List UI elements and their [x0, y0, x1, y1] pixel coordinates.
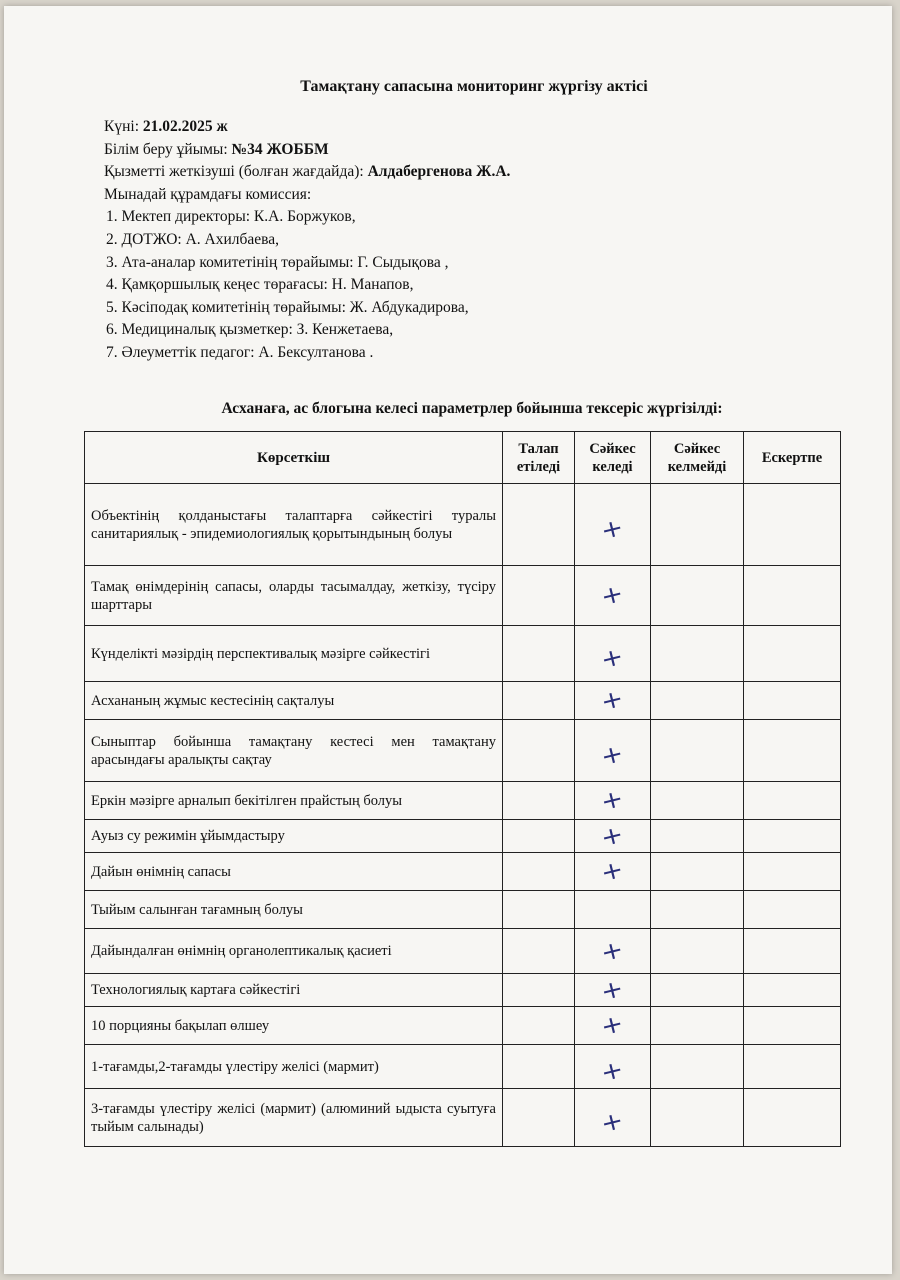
- not-complies-cell: [651, 1045, 744, 1089]
- not-complies-cell: [651, 720, 744, 782]
- note-cell: [744, 682, 841, 720]
- indicator-cell: Күнделікті мәзірдің перспективалық мәзірге сәйкестігі: [85, 626, 503, 682]
- inspection-table: [84, 431, 841, 1147]
- required-cell: [503, 566, 575, 626]
- complies-cell: [575, 626, 651, 682]
- not-complies-cell: [651, 820, 744, 853]
- header-note: Ескертпе: [744, 432, 841, 484]
- handwritten-plus-mark: +: [598, 1054, 627, 1088]
- table-row: [85, 782, 841, 820]
- required-cell: [503, 626, 575, 682]
- complies-cell: [575, 720, 651, 782]
- indicator-cell: Дайын өнімнің сапасы: [85, 853, 503, 891]
- required-cell: [503, 1045, 575, 1089]
- not-complies-cell: [651, 626, 744, 682]
- handwritten-plus-mark: +: [598, 578, 627, 612]
- commission-label: Мынадай құрамдағы комиссия:: [104, 185, 312, 203]
- table-row: [85, 974, 841, 1007]
- note-cell: [744, 782, 841, 820]
- complies-cell: [575, 566, 651, 626]
- complies-cell: [575, 1045, 651, 1089]
- date-label: Күні:: [104, 118, 139, 135]
- indicator-cell: Тамақ өнімдерінің сапасы, оларды тасымалдау, жеткізу, түсіру шарттары: [85, 566, 503, 626]
- complies-cell: [575, 1089, 651, 1147]
- complies-cell: [575, 929, 651, 974]
- date-line: [104, 116, 510, 139]
- required-cell: [503, 891, 575, 929]
- organization-line: [104, 139, 510, 162]
- organization-value: №34 ЖОББМ: [231, 140, 329, 158]
- table-row: [85, 484, 841, 566]
- complies-cell: [575, 820, 651, 853]
- table-row: [85, 1045, 841, 1089]
- table-row: [85, 1089, 841, 1147]
- table-row: [85, 720, 841, 782]
- note-cell: [744, 974, 841, 1007]
- commission-member: 3. Ата-аналар комитетінің төрайымы: Г. Сыдықова ,: [106, 253, 449, 271]
- not-complies-cell: [651, 484, 744, 566]
- required-cell: [503, 682, 575, 720]
- complies-cell: [575, 853, 651, 891]
- required-cell: [503, 782, 575, 820]
- table-row: [85, 566, 841, 626]
- not-complies-cell: [651, 782, 744, 820]
- handwritten-plus-mark: +: [598, 641, 627, 675]
- commission-member: 6. Медициналық қызметкер: З. Кенжетаева,: [106, 321, 394, 339]
- header-required: Талап етіледі: [503, 432, 575, 484]
- table-row: [85, 929, 841, 974]
- note-cell: [744, 1089, 841, 1147]
- indicator-cell: Асхананың жұмыс кестесінің сақталуы: [85, 682, 503, 720]
- note-cell: [744, 566, 841, 626]
- note-cell: [744, 484, 841, 566]
- not-complies-cell: [651, 853, 744, 891]
- note-cell: [744, 626, 841, 682]
- required-cell: [503, 929, 575, 974]
- supplier-line: [104, 161, 510, 184]
- not-complies-cell: [651, 891, 744, 929]
- required-cell: [503, 853, 575, 891]
- table-row: [85, 853, 841, 891]
- table-row: [85, 1007, 841, 1045]
- document-title: Тамақтану сапасына мониторинг жүргізу актісі: [300, 78, 648, 95]
- not-complies-cell: [651, 929, 744, 974]
- required-cell: [503, 1089, 575, 1147]
- commission-member: 4. Қамқоршылық кеңес төрағасы: Н. Манапов,: [106, 276, 414, 294]
- indicator-cell: 10 порцияны бақылап өлшеу: [85, 1007, 503, 1045]
- indicator-cell: Ауыз су режимін ұйымдастыру: [85, 820, 503, 853]
- header-complies: Сәйкес келеді: [575, 432, 651, 484]
- complies-cell: [575, 891, 651, 929]
- commission-member: 1. Мектеп директоры: К.А. Боржуков,: [106, 208, 356, 226]
- note-cell: [744, 853, 841, 891]
- note-cell: [744, 1007, 841, 1045]
- note-cell: [744, 720, 841, 782]
- commission-member: 7. Әлеуметтік педагог: А. Бексултанова .: [106, 343, 374, 361]
- date-value: 21.02.2025 ж: [142, 118, 228, 135]
- handwritten-plus-mark: +: [598, 738, 627, 772]
- inspection-subtitle: Асханаға, ас блогына келесі параметрлер бойынша тексеріс жүргізілді:: [221, 400, 723, 417]
- table-row: [85, 820, 841, 853]
- complies-cell: [575, 1007, 651, 1045]
- required-cell: [503, 974, 575, 1007]
- indicator-cell: 1-тағамды,2-тағамды үлестіру желісі (мармит): [85, 1045, 503, 1089]
- handwritten-plus-mark: +: [598, 783, 627, 817]
- header-not-complies: Сәйкес келмейді: [651, 432, 744, 484]
- note-cell: [744, 1045, 841, 1089]
- table-row: [85, 682, 841, 720]
- handwritten-plus-mark: +: [598, 934, 627, 967]
- note-cell: [744, 891, 841, 929]
- complies-cell: [575, 682, 651, 720]
- indicator-cell: Технологиялық картаға сәйкестігі: [85, 974, 503, 1007]
- table-row: [85, 626, 841, 682]
- document-meta: [104, 116, 510, 365]
- commission-member: 5. Кәсіподақ комитетінің төрайымы: Ж. Абдукадирова,: [106, 298, 469, 316]
- indicator-cell: 3-тағамды үлестіру желісі (мармит) (алюминий ыдыста суытуға тыйым салынады): [85, 1089, 503, 1147]
- required-cell: [503, 484, 575, 566]
- note-cell: [744, 929, 841, 974]
- required-cell: [503, 820, 575, 853]
- header-indicator: Көрсеткіш: [85, 432, 503, 484]
- required-cell: [503, 720, 575, 782]
- handwritten-plus-mark: +: [598, 819, 627, 852]
- handwritten-plus-mark: +: [598, 1008, 627, 1042]
- indicator-cell: Объектінің қолданыстағы талаптарға сәйкестігі туралы санитариялық - эпидемиологиялық қорытындының болуы: [85, 484, 503, 566]
- organization-label: Білім беру ұйымы:: [104, 140, 228, 158]
- complies-cell: [575, 974, 651, 1007]
- indicator-cell: Тыйым салынған тағамның болуы: [85, 891, 503, 929]
- handwritten-plus-mark: +: [598, 512, 627, 546]
- not-complies-cell: [651, 1089, 744, 1147]
- not-complies-cell: [651, 682, 744, 720]
- table-header-row: [85, 432, 841, 484]
- indicator-cell: Еркін мәзірге арналып бекітілген прайстың болуы: [85, 782, 503, 820]
- complies-cell: [575, 484, 651, 566]
- not-complies-cell: [651, 974, 744, 1007]
- supplier-label: Қызметті жеткізуші (болған жағдайда):: [104, 163, 364, 181]
- complies-cell: [575, 782, 651, 820]
- note-cell: [744, 820, 841, 853]
- commission-member: 2. ДОТЖО: А. Ахилбаева,: [106, 230, 280, 248]
- not-complies-cell: [651, 1007, 744, 1045]
- handwritten-plus-mark: +: [598, 683, 627, 717]
- not-complies-cell: [651, 566, 744, 626]
- handwritten-plus-mark: +: [598, 973, 627, 1006]
- supplier-value: Алдабергенова Ж.А.: [367, 163, 511, 181]
- table-row: [85, 891, 841, 929]
- handwritten-plus-mark: +: [598, 1105, 627, 1139]
- handwritten-plus-mark: +: [598, 854, 627, 888]
- table-body: [85, 484, 841, 1147]
- indicator-cell: Дайындалған өнімнің органолептикалық қасиеті: [85, 929, 503, 974]
- indicator-cell: Сыныптар бойынша тамақтану кестесі мен тамақтану арасындағы аралықты сақтау: [85, 720, 503, 782]
- required-cell: [503, 1007, 575, 1045]
